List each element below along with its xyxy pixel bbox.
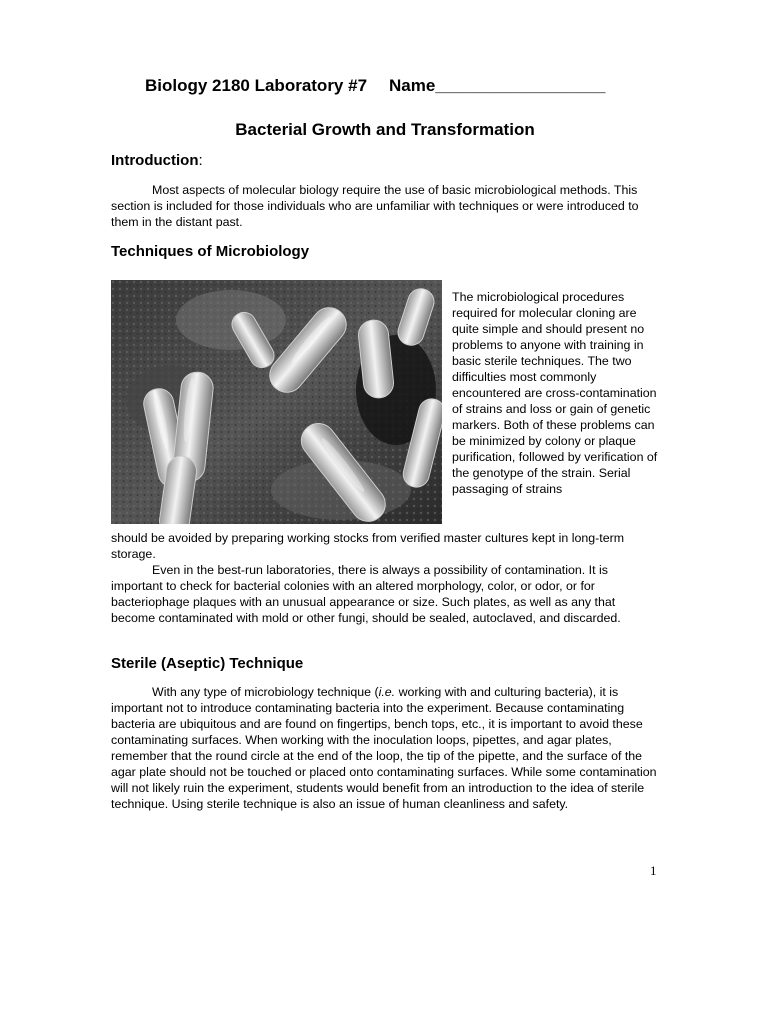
document-title: Bacterial Growth and Transformation	[235, 120, 535, 139]
course-title: Biology 2180 Laboratory #7	[145, 76, 368, 95]
name-field-label: Name__________________	[389, 76, 606, 95]
techniques-side-text: The microbiological procedures required for molecular cloning are quite simple and should present no problems to anyone with training in basic sterile techniques. The two difficulties most commonly encountered are cross-contamination of strains and loss or gain of genetic markers. Both of these problems can be minimized by colony or plaque purification, followed by verification of the genotype of the strain. Serial passaging of strains	[452, 290, 658, 496]
techniques-continuation: should be avoided by preparing working stocks from verified master cultures kept in long-term storage.	[111, 531, 625, 561]
header-line	[145, 76, 606, 96]
techniques-heading: Techniques of Microbiology	[111, 243, 310, 260]
sterile-heading: Sterile (Aseptic) Technique	[111, 655, 304, 672]
introduction-heading-colon: :	[198, 152, 203, 169]
introduction-heading	[111, 152, 203, 169]
sterile-paragraph	[111, 684, 661, 812]
micrograph-svg	[111, 280, 442, 524]
bacteria-micrograph-icon	[111, 280, 442, 524]
contamination-paragraph: Even in the best-run laboratories, there is always a possibility of contamination. It is important to check for bacterial colonies with an altered morphology, color, or odor, or for bacteriophage plaques with an unusual appearance or size. Such plates, as well as any that become contaminated with mold or other fungi, should be sealed, autoclaved, and discarded.	[111, 563, 621, 625]
sterile-text-pre: With any type of microbiology technique (	[152, 685, 379, 699]
introduction-heading-text: Introduction	[111, 152, 199, 169]
page-number: 1	[650, 863, 657, 878]
introduction-paragraph: Most aspects of molecular biology require the use of basic microbiological methods. This section is included for those individuals who are unfamiliar with techniques or were introduced to them in the distant past.	[111, 183, 639, 229]
sterile-text-post: working with and culturing bacteria), it is important not to introduce contaminating bacteria into the experiment. Because contaminating bacteria are ubiquitous and are found on fingertips, bench tops, etc., it is important to avoid these contaminating surfaces. When working with the inoculation loops, pipettes, and agar plates, remember that the round circle at the end of the loop, the tip of the pipette, and the surface of the agar plate should not be touched or placed onto contaminating surfaces. While some contamination will not likely ruin the experiment, students would benefit from an introduction to the idea of sterile technique. Using sterile technique is also an issue of human cleanliness and safety.	[111, 685, 657, 811]
sterile-text-italic: i.e.	[378, 685, 396, 699]
